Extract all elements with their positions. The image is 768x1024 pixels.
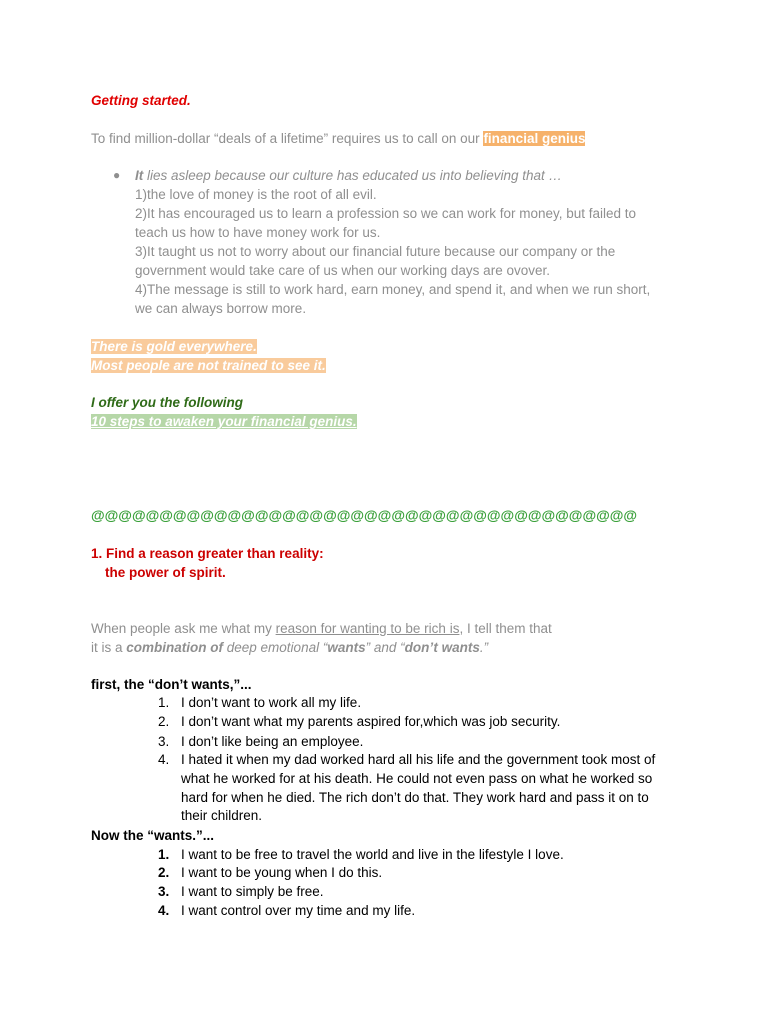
reason-text: .” (479, 640, 489, 655)
gold-line-2 (91, 356, 326, 375)
bullet-line: government would take care of us when our working days are ovover. (135, 263, 550, 278)
at-separator: @@@@@@@@@@@@@@@@@@@@@@@@@@@@@@@@@@@@@@@@ (91, 507, 638, 523)
dont-wants-header: first, the “don’t wants,”... (91, 677, 252, 692)
bullet-lead-bold: It (135, 168, 144, 183)
list-item: I hated it when my dad worked hard all his life and the government took most of (181, 752, 656, 767)
step-subtitle: the power of spirit. (105, 565, 226, 580)
reason-underlined: reason for wanting to be rich is (275, 621, 460, 636)
bullet-lead-rest: lies asleep because our culture has educated us into believing that … (143, 168, 563, 183)
list-number: 2. (158, 714, 170, 729)
list-item: I don’t like being an employee. (181, 734, 364, 749)
reason-text: deep emotional “ (223, 640, 328, 655)
reason-bold: combination of (126, 640, 224, 655)
bullet-line: 2)It has encouraged us to learn a profession so we can work for money, but failed to (135, 206, 637, 221)
offer-link-line (91, 412, 357, 431)
intro-paragraph (91, 129, 585, 148)
reason-dont-wants: don’t wants (404, 640, 480, 655)
reason-text: , I tell them that (459, 621, 552, 636)
bullet-line: 4)The message is still to work hard, earn money, and spend it, and when we run short, (135, 282, 651, 297)
step-title: 1. Find a reason greater than reality: (91, 546, 324, 561)
list-item: I don’t want what my parents aspired for,which was job security. (181, 714, 561, 729)
reason-line-2 (91, 638, 488, 657)
reason-text: ” and “ (365, 640, 405, 655)
list-number: 4. (158, 752, 170, 767)
intro-text: To find million-dollar “deals of a lifetime” requires us to call on our (91, 131, 484, 146)
gold-highlight-2: Most people are not trained to see it. (91, 358, 326, 373)
bullet-line: 3)It taught us not to worry about our financial future because our company or the (135, 244, 616, 259)
list-number: 2. (158, 865, 170, 880)
steps-link[interactable]: 10 steps to awaken your financial genius. (91, 414, 357, 429)
reason-line-1 (91, 619, 552, 638)
list-number: 3. (158, 884, 170, 899)
gold-highlight-1: There is gold everywhere. (91, 339, 257, 354)
list-number: 4. (158, 903, 170, 918)
list-item: I want control over my time and my life. (181, 903, 416, 918)
offer-line: I offer you the following (91, 395, 243, 410)
list-item-cont: hard for when he died. The rich don’t do that. They work hard and pass it on to (181, 790, 649, 805)
gold-line-1 (91, 337, 257, 356)
reason-wants: wants (327, 640, 366, 655)
bullet-line: we can always borrow more. (135, 301, 307, 316)
list-number: 1. (158, 695, 170, 710)
section-heading: Getting started. (91, 93, 191, 108)
wants-header: Now the “wants.”... (91, 828, 215, 843)
bullet-lead (135, 166, 562, 185)
list-item: I want to simply be free. (181, 884, 324, 899)
list-item-cont: what he worked for at his death. He could not even pass on what he worked so (181, 771, 653, 786)
bullet-marker: ● (113, 168, 121, 182)
reason-text: it is a (91, 640, 127, 655)
list-item: I want to be young when I do this. (181, 865, 383, 880)
list-item: I want to be free to travel the world and live in the lifestyle I love. (181, 847, 564, 862)
reason-text: When people ask me what my (91, 621, 276, 636)
intro-highlight: financial genius (483, 131, 586, 146)
bullet-line: 1)the love of money is the root of all evil. (135, 187, 377, 202)
list-item-cont: their children. (181, 808, 263, 823)
bullet-line: teach us how to have money work for us. (135, 225, 381, 240)
list-item: I don’t want to work all my life. (181, 695, 362, 710)
list-number: 1. (158, 847, 170, 862)
list-number: 3. (158, 734, 170, 749)
